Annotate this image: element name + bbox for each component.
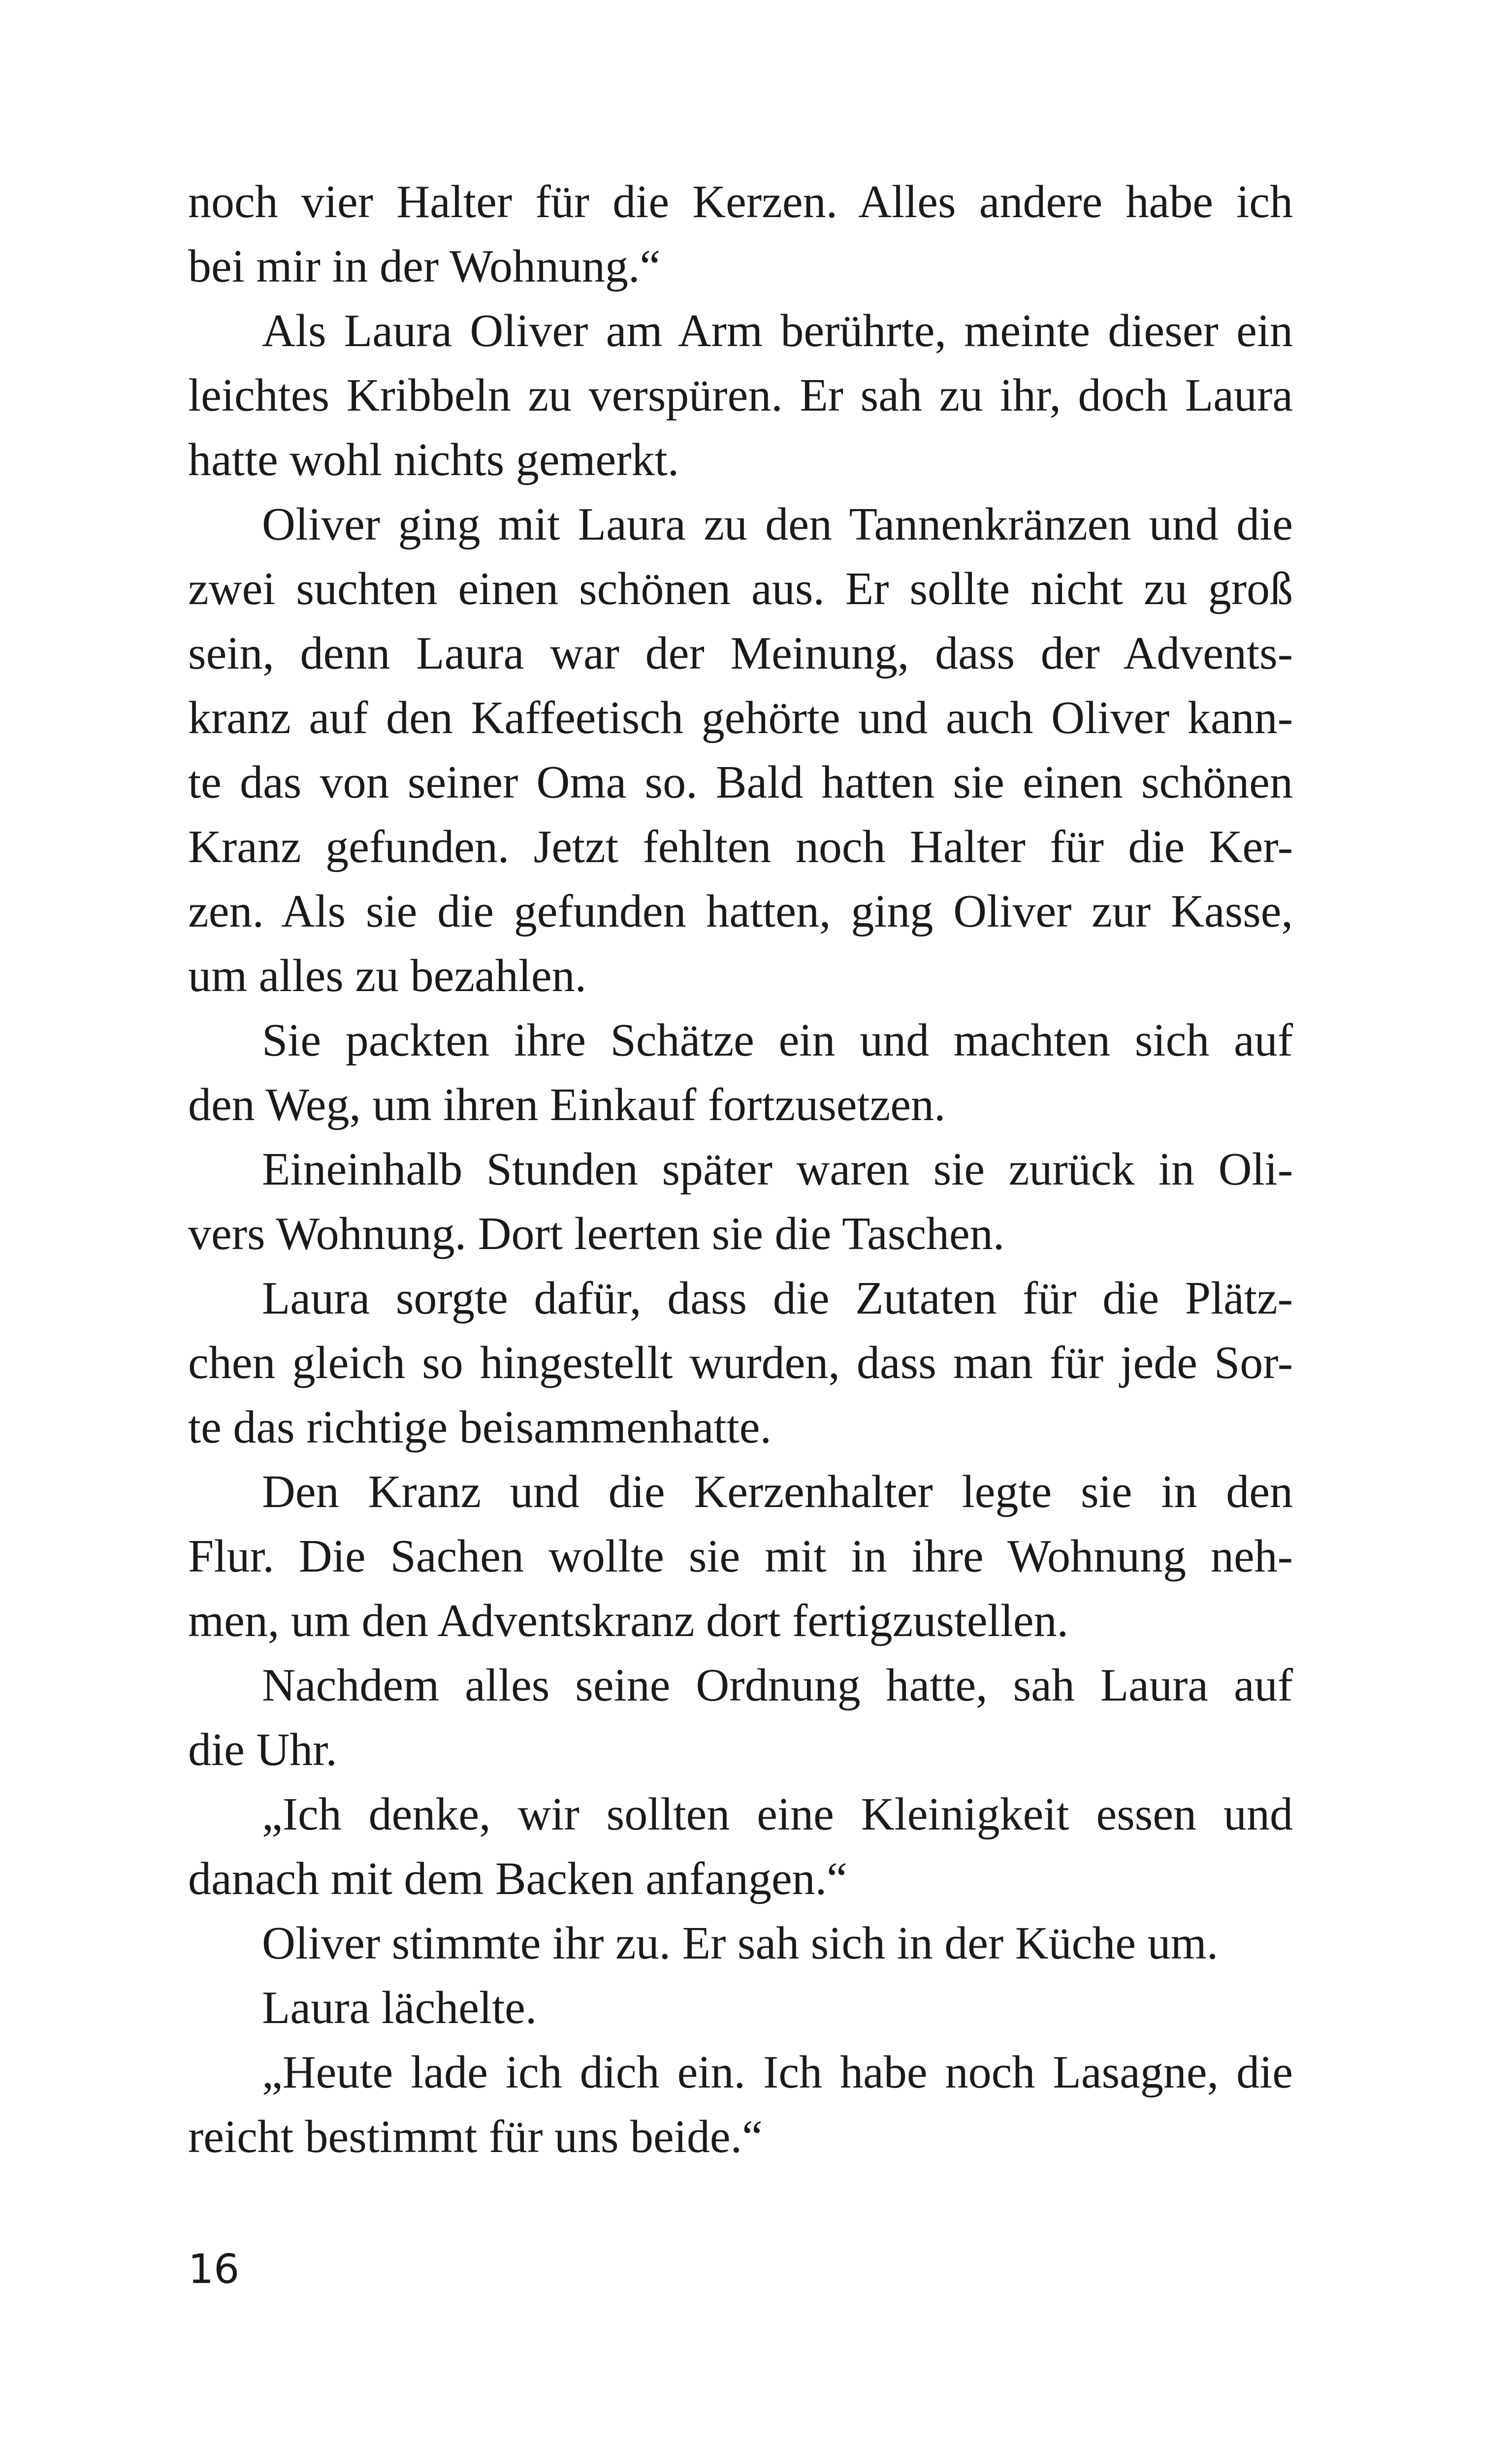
text-line: Kranz gefunden. Jetzt fehlten noch Halter für die Ker- <box>188 821 1293 872</box>
text-line: Laura lächelte. <box>262 1982 537 2033</box>
text-line: Nachdem alles seine Ordnung hatte, sah Laura auf <box>262 1660 1293 1711</box>
text-line: danach mit dem Backen anfangen.“ <box>188 1853 847 1904</box>
text-line: zen. Als sie die gefunden hatten, ging Oliver zur Kasse, <box>188 886 1293 937</box>
text-line: leichtes Kribbeln zu verspüren. Er sah zu ihr, doch Laura <box>188 370 1293 421</box>
text-line: men, um den Adventskranz dort fertigzustellen. <box>188 1595 1069 1646</box>
text-line: reicht bestimmt für uns beide.“ <box>188 2111 763 2162</box>
text-line: kranz auf den Kaffeetisch gehörte und auch Oliver kann- <box>188 692 1293 743</box>
text-line: hatte wohl nichts gemerkt. <box>188 434 679 485</box>
text-line: die Uhr. <box>188 1724 337 1775</box>
text-line: sein, denn Laura war der Meinung, dass der Advents- <box>188 628 1293 679</box>
text-line: Den Kranz und die Kerzenhalter legte sie in den <box>262 1466 1293 1517</box>
text-line: den Weg, um ihren Einkauf fortzusetzen. <box>188 1079 946 1130</box>
text-line: te das richtige beisammenhatte. <box>188 1402 772 1453</box>
text-line: bei mir in der Wohnung.“ <box>188 241 661 292</box>
text-line: „Ich denke, wir sollten eine Kleinigkeit essen und <box>262 1789 1293 1840</box>
text-line: vers Wohnung. Dort leerten sie die Taschen. <box>188 1208 1005 1259</box>
text-line: Laura sorgte dafür, dass die Zutaten für die Plätz- <box>262 1273 1293 1324</box>
text-line: Oliver stimmte ihr zu. Er sah sich in der Küche um. <box>262 1918 1219 1969</box>
text-line: zwei suchten einen schönen aus. Er sollte nicht zu groß <box>188 563 1293 614</box>
text-line: Als Laura Oliver am Arm berührte, meinte dieser ein <box>262 305 1293 356</box>
page-number: 16 <box>188 2246 240 2293</box>
text-line: Eineinhalb Stunden später waren sie zurück in Oli- <box>262 1144 1293 1195</box>
text-line: Sie packten ihre Schätze ein und machten sich auf <box>262 1015 1293 1066</box>
text-line: Oliver ging mit Laura zu den Tannenkränzen und die <box>262 499 1293 550</box>
body-text <box>188 170 1293 2169</box>
text-line: Flur. Die Sachen wollte sie mit in ihre Wohnung neh- <box>188 1531 1293 1582</box>
text-line: noch vier Halter für die Kerzen. Alles andere habe ich <box>188 176 1293 227</box>
text-line: „Heute lade ich dich ein. Ich habe noch Lasagne, die <box>262 2047 1293 2098</box>
text-line: um alles zu bezahlen. <box>188 950 587 1001</box>
text-line: te das von seiner Oma so. Bald hatten sie einen schönen <box>188 757 1293 808</box>
text-line: chen gleich so hingestellt wurden, dass man für jede Sor- <box>188 1337 1293 1388</box>
